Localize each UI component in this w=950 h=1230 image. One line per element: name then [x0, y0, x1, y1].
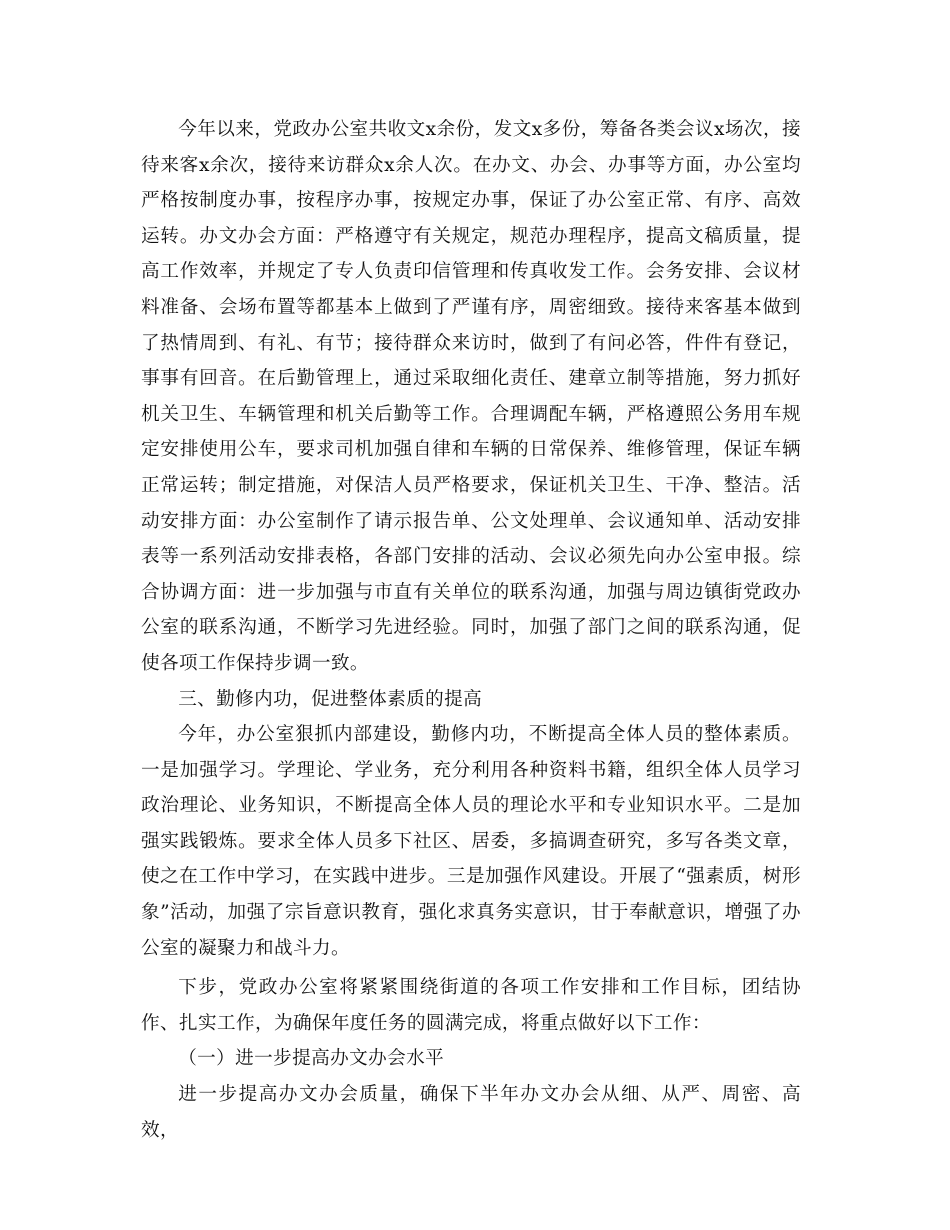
paragraph-office-work-summary: 今年以来，党政办公室共收文x余份，发文x多份，筹备各类会议x场次，接待来客x余次，接待来访群众x余人次。在办文、办会、办事等方面，办公室均严格按制度办事，按程序办事，按规定办事，保证了办公室正常、有序、高效运转。办文办会方面：严格遵守有关规定，规范办理程序，提高文稿质量，提高工作效率，并规定了专人负责印信管理和传真收发工作。会务安排、会议材料准备、会场布置等都基本上做到了严谨有序，周密细致。接待来客基本做到了热情周到、有礼、有节；接待群众来访时，做到了有问必答，件件有登记，事事有回音。在后勤管理上，通过采取细化责任、建章立制等措施，努力抓好机关卫生、车辆管理和机关后勤等工作。合理调配车辆，严格遵照公务用车规定安排使用公车，要求司机加强自律和车辆的日常保养、维修管理，保证车辆正常运转；制定措施，对保洁人员严格要求，保证机关卫生、干净、整洁。活动安排方面：办公室制作了请示报告单、公文处理单、会议通知单、活动安排表等一系列活动安排表格，各部门安排的活动、会议必须先向办公室申报。综合协调方面：进一步加强与市直有关单位的联系沟通，加强与周边镇街党政办公室的联系沟通，不断学习先进经验。同时，加强了部门之间的联系沟通，促使各项工作保持步调一致。	[141, 119, 801, 674]
subheading-one: （一）进一步提高办文办会水平	[178, 1048, 445, 1070]
paragraph-improve-quality: 进一步提高办文办会质量，确保下半年办文办会从细、从严、周密、高效，	[141, 1084, 801, 1141]
paragraph-internal-building: 今年，办公室狠抓内部建设，勤修内功，不断提高全体人员的整体素质。一是加强学习。学理论、学业务，充分利用各种资料书籍，组织全体人员学习政治理论、业务知识，不断提高全体人员的理论水平和专业知识水平。二是加强实践锻炼。要求全体人员多下社区、居委，多搞调查研究，多写各类文章，使之在工作中学习，在实践中进步。三是加强作风建设。开展了“强素质，树形象”活动，加强了宗旨意识教育，强化求真务实意识，甘于奉献意识，增强了办公室的凝聚力和战斗力。	[141, 724, 801, 959]
document-body	[141, 112, 801, 1148]
paragraph-next-steps: 下步，党政办公室将紧紧围绕街道的各项工作安排和工作目标，团结协作、扎实工作，为确保年度任务的圆满完成，将重点做好以下工作：	[141, 977, 801, 1034]
section-heading-three: 三、勤修内功，促进整体素质的提高	[178, 688, 483, 710]
